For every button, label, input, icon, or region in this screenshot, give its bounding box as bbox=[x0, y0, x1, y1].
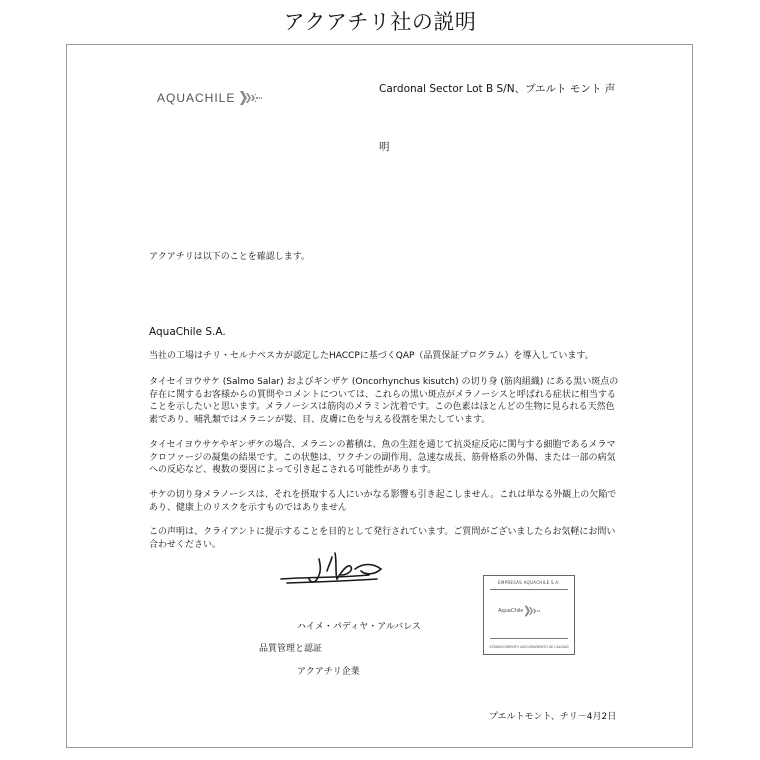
stamp-divider bbox=[490, 589, 568, 590]
document-page bbox=[66, 44, 693, 748]
company-logo bbox=[157, 89, 264, 107]
fish-chevron-logo-icon bbox=[238, 89, 264, 107]
place-and-date: プエルトモント、チリ－4月2日 bbox=[489, 712, 617, 722]
stamp-fish-logo-icon bbox=[523, 604, 543, 618]
paragraph-melanosis: タイセイヨウサケ (Salmo Salar) およびギンザケ (Oncorhynchus kisutch) の切り身 (筋肉組織) にある黒い斑点の存在に関するお客様からの質問やコメントについては、これらの黒い斑点がメラノーシスと呼ばれる症状に相当することを示したいと思います。メラノーシスは筋肉のメラミン沈着です。この色素はほとんどの生物に見られる天然色素であり、哺乳類ではメラニンが髪、目、皮膚に色を与える役割を果たしています。 bbox=[149, 377, 619, 425]
stamp-logo-text: AquaChile bbox=[498, 608, 524, 614]
signatory-role: 品質管理と認証 bbox=[259, 644, 323, 654]
paragraph-accumulation: タイセイヨウサケやギンザケの場合、メラニンの蓄積は、魚の生涯を通じて抗炎症反応に関与する細胞であるメラマクロファージの凝集の結果です。この状態は、ワクチンの副作用、急速な成長、筋骨格系の外傷、または一部の病気への反応など、複数の要因によって引き起こされる可能性があります。 bbox=[149, 440, 616, 476]
company-stamp bbox=[483, 575, 575, 655]
paragraph-no-effect: サケの切り身メラノーシスは、それを摂取する人にいかなる影響も引き起こしません。これは単なる外観上の欠陥であり、健康上のリスクを示すものではありません bbox=[149, 490, 617, 513]
page-title: アクアチリ社の説明 bbox=[283, 10, 477, 34]
company-name: AquaChile S.A. bbox=[149, 326, 226, 338]
intro-text: アクアチリは以下のことを確認します。 bbox=[149, 252, 311, 262]
company-address-continued: 明 bbox=[379, 141, 390, 153]
company-address: Cardonal Sector Lot B S/N、プエルト モント 声 bbox=[379, 83, 616, 95]
stamp-bottom-text: ESTABLECIMIENTO ASEGURAMIENTO DE CALIDAD bbox=[489, 645, 569, 649]
logo-text: AQUACHILE bbox=[157, 91, 236, 105]
signature-image bbox=[277, 545, 407, 595]
paragraph-statement: この声明は、クライアントに提示することを目的として発行されています。ご質問がございましたらお気軽にお問い合わせください。 bbox=[149, 527, 616, 550]
stamp-top-text: EMPRESAS AQUACHILE S.A. bbox=[498, 580, 560, 585]
signatory-name: ハイメ・パディヤ・アルバレス bbox=[297, 622, 421, 632]
paragraph-qap: 当社の工場はチリ・セルナペスカが認定したHACCPに基づくQAP（品質保証プログラム）を導入しています。 bbox=[149, 351, 594, 361]
stamp-divider-bottom bbox=[490, 638, 568, 639]
stamp-logo bbox=[498, 604, 543, 618]
signatory-company: アクアチリ企業 bbox=[297, 667, 360, 677]
